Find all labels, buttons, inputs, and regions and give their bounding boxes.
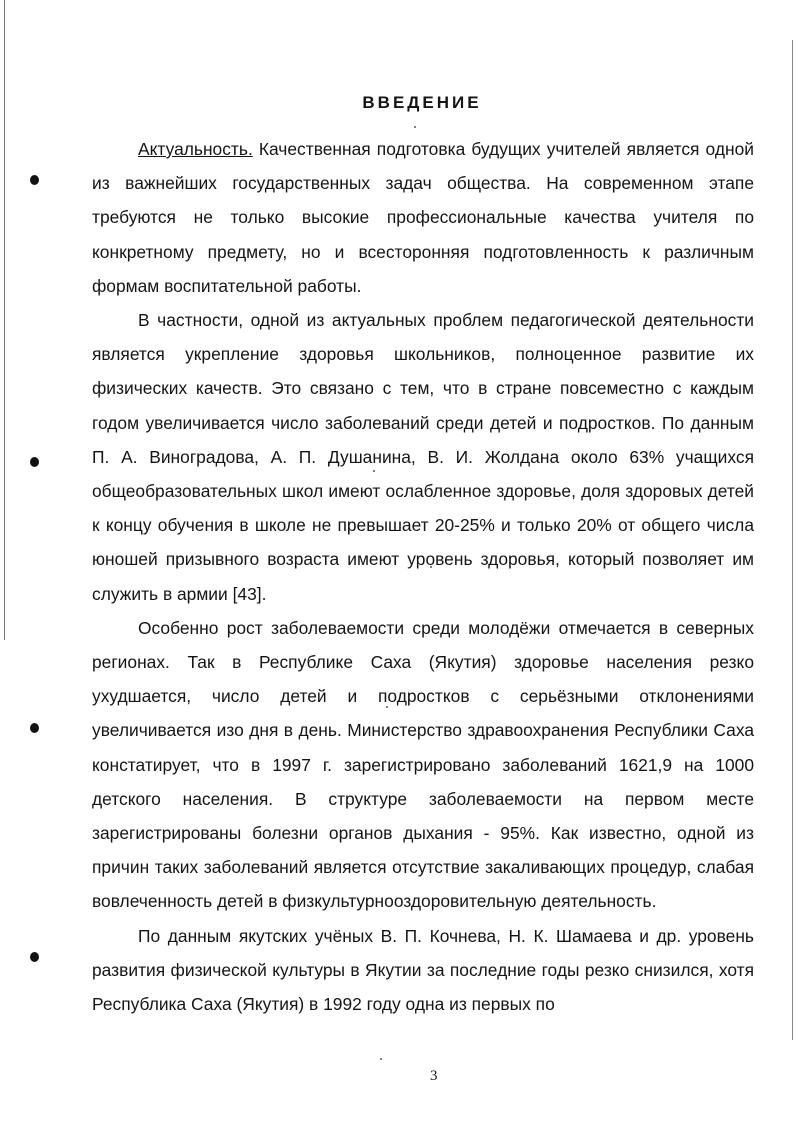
scan-speck — [414, 126, 416, 128]
paragraph-lead: Актуальность. — [138, 139, 253, 159]
page-title: ВВЕДЕНИЕ — [362, 93, 482, 112]
scan-edge-right — [792, 40, 793, 1040]
paragraph-text: Качественная подготовка будущих учителей является одной из важнейших государственных задач общества. На современном этапе требуются не только высокие профессиональные качества учителя по конкретному предмету, но и всесторонняя подготовленность к различным формам воспитательной работы. — [92, 139, 754, 296]
binding-hole-2 — [30, 457, 39, 467]
paragraph-4: По данным якутских учёных В. П. Кочнева, Н. К. Шамаева и др. уровень развития физической культуры в Якутии за последние годы резко снизился, хотя Республика Саха (Якутия) в 1992 году одна из первых по — [92, 925, 754, 1015]
document-body — [92, 132, 754, 1021]
binding-hole-1 — [30, 175, 39, 185]
binding-hole-4 — [30, 952, 39, 962]
page-number: 3 — [430, 1068, 438, 1084]
scan-speck — [380, 1058, 382, 1060]
binding-hole-3 — [30, 723, 39, 733]
paragraph-3: Особенно рост заболеваемости среди молодёжи отмечается в северных регионах. Так в Республике Саха (Якутия) здоровье населения резко ухудшается, число детей и подростков с серьёзными отклонениями увеличивается изо дня в день. Министерство здравоохранения Республики Саха констатирует, что в 1997 г. зарегистрировано заболеваний 1621,9 на 1000 детского населения. В структуре заболеваемости на первом месте зарегистрированы болезни органов дыхания - 95%. Как известно, одной из причин таких заболеваний является отсутствие закаливающих процедур, слабая вовлеченность детей в физкультурнооздоровительную деятельность. — [92, 617, 754, 912]
paragraph-2: В частности, одной из актуальных проблем педагогической деятельности является укрепление здоровья школьников, полноценное развитие их физических качеств. Это связано с тем, что в стране повсеместно с каждым годом увеличивается число заболеваний среди детей и подростков. По данным П. А. Виноградова, А. П. Душанина, В. И. Жолдана около 63% учащихся общеобразовательных школ имеют ослабленное здоровье, доля здоровых детей к концу обучения в школе не превышает 20-25% и только 20% от общего числа юношей призывного возраста имеют уровень здоровья, который позволяет им служить в армии [43]. — [92, 310, 754, 604]
paragraph-1 — [92, 132, 754, 303]
